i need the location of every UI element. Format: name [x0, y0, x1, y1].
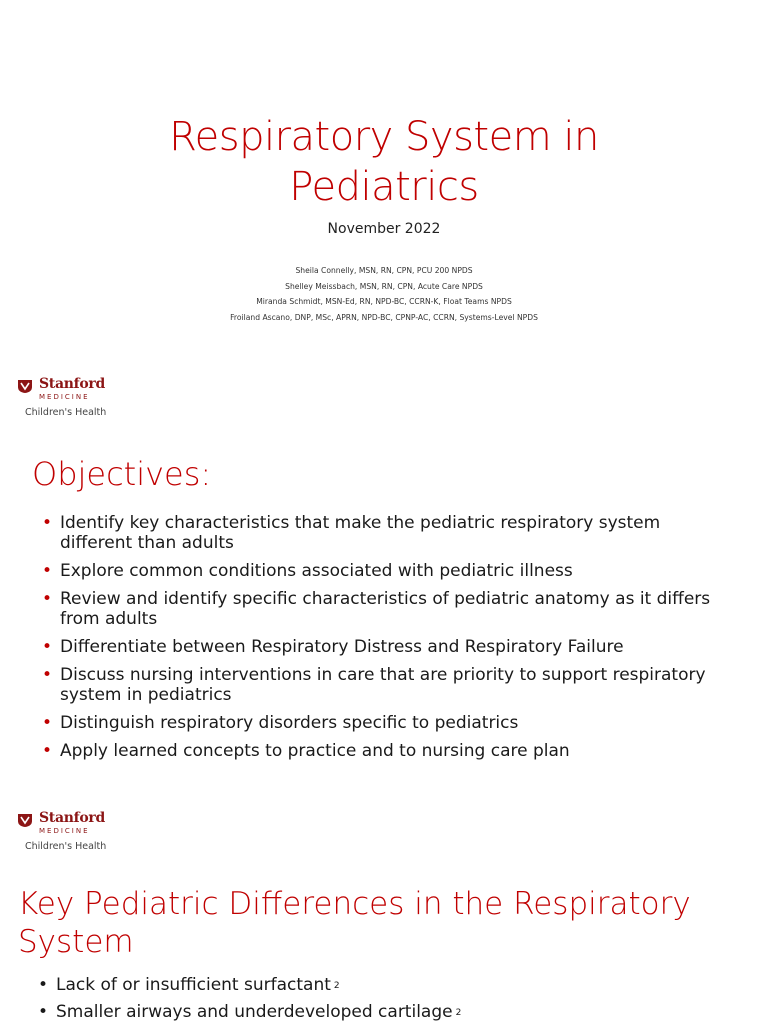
logo-childrens-health: Children's Health: [25, 407, 107, 418]
list-item-text: Apply learned concepts to practice and to nursing care plan: [60, 741, 570, 761]
list-item: [42, 665, 732, 705]
slide-title-line2: Pediatrics: [289, 164, 479, 210]
list-item: [42, 513, 732, 553]
bullet-icon: •: [42, 665, 53, 685]
list-item-text: Lack of or insufficient surfactant: [56, 975, 331, 995]
author-list: [0, 263, 768, 325]
reference-number: 2: [455, 1008, 462, 1018]
logo-subtitle: MEDICINE: [39, 393, 90, 401]
list-item: [42, 589, 732, 629]
bullet-icon: •: [42, 513, 53, 533]
author-line: Froiland Ascano, DNP, MSc, APRN, NPD-BC, CPNP-AC, CCRN, Systems-Level NPDS: [230, 312, 538, 322]
bullet-icon: •: [42, 561, 53, 581]
author-line: Miranda Schmidt, MSN-Ed, RN, NPD-BC, CCRN-K, Float Teams NPDS: [256, 297, 512, 306]
logo-brand: Stanford: [39, 376, 105, 392]
stanford-logo: [17, 810, 127, 855]
author-line: Sheila Connelly, MSN, RN, CPN, PCU 200 NPDS: [295, 266, 473, 275]
slide-title: [0, 112, 768, 212]
objectives-list: [42, 513, 732, 769]
bullet-icon: •: [42, 589, 53, 609]
list-item-text: Discuss nursing interventions in care that are priority to support respiratory system in pediatrics: [60, 665, 706, 705]
list-item-text: Review and identify specific characteristics of pediatric anatomy as it differs from adults: [60, 589, 711, 629]
bullet-icon: •: [42, 637, 53, 657]
logo-subtitle: MEDICINE: [39, 827, 90, 835]
logo-brand: Stanford: [39, 810, 105, 826]
list-item-text: Smaller airways and underdeveloped cartilage: [56, 1002, 453, 1022]
list-item-text: Distinguish respiratory disorders specific to pediatrics: [60, 713, 519, 733]
differences-heading: Key Pediatric Differences in the Respiratory System: [18, 886, 691, 960]
stanford-logo: [17, 376, 127, 421]
objectives-heading: Objectives:: [32, 455, 212, 493]
bullet-icon: •: [38, 975, 49, 995]
logo-childrens-health: Children's Health: [25, 841, 107, 852]
bullet-icon: •: [42, 741, 53, 761]
bullet-icon: •: [38, 1002, 49, 1022]
list-item-text: Identify key characteristics that make the pediatric respiratory system different than adults: [60, 513, 661, 553]
author-line: Shelley Meissbach, MSN, RN, CPN, Acute Care NPDS: [285, 281, 483, 291]
list-item-text: Explore common conditions associated with pediatric illness: [60, 561, 573, 581]
list-item: [42, 713, 732, 733]
list-item: [38, 1002, 728, 1023]
list-item: [42, 561, 732, 581]
list-item: [42, 637, 732, 657]
slide-title-line1: Respiratory System in: [169, 114, 599, 160]
shield-icon: [17, 812, 33, 828]
shield-icon: [17, 378, 33, 394]
list-item-text: Differentiate between Respiratory Distress and Respiratory Failure: [60, 637, 624, 657]
title-slide: [0, 0, 768, 358]
differences-list: [38, 975, 728, 1029]
list-item: [38, 975, 728, 996]
reference-number: 2: [333, 981, 340, 991]
list-item: [42, 741, 732, 761]
presentation-date: November 2022: [327, 221, 441, 237]
bullet-icon: •: [42, 713, 53, 733]
